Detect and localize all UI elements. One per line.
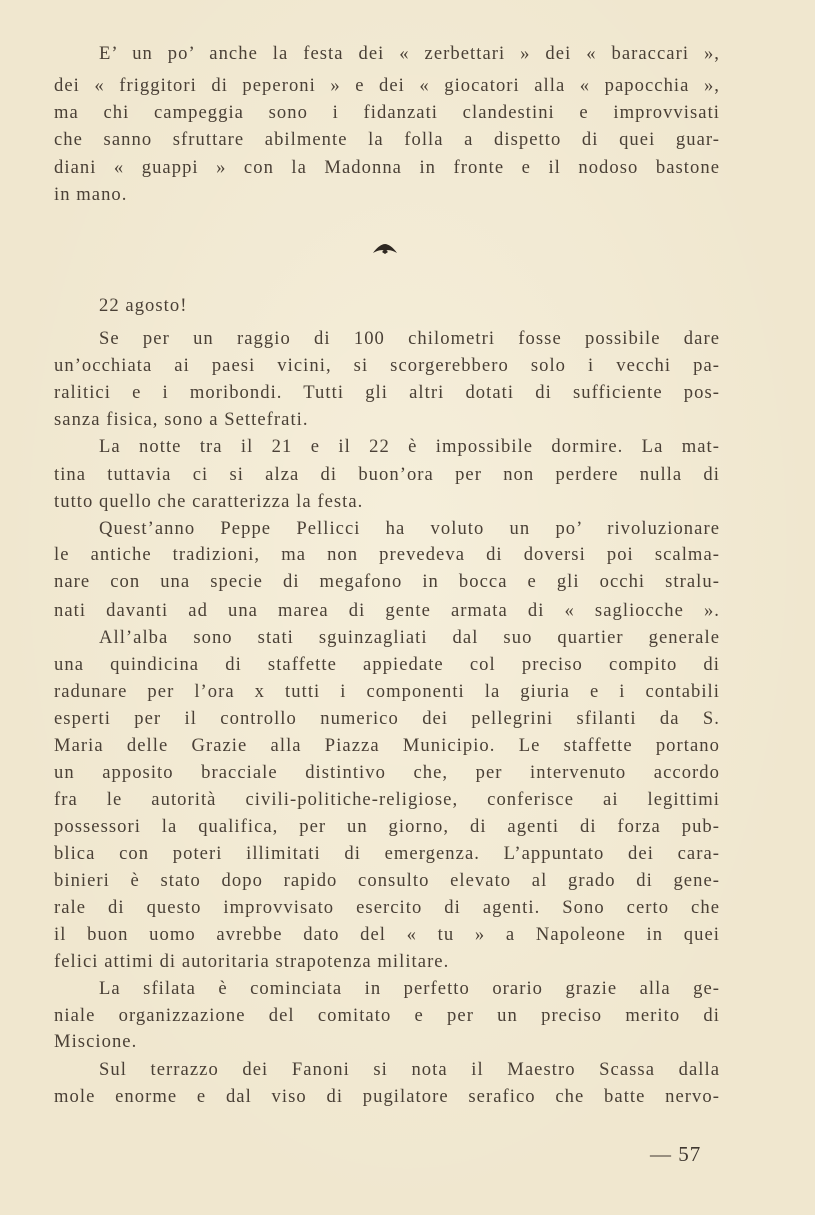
text-line: La notte tra il 21 e il 22 è impossibile dormire. La mat- bbox=[99, 436, 720, 457]
text-line: ralitici e i moribondi. Tutti gli altri dotati di sufficiente pos- bbox=[54, 382, 720, 403]
text-line: diani « guappi » con la Madonna in fronte e il nodoso bastone bbox=[54, 157, 720, 178]
text-line: in mano. bbox=[54, 184, 128, 205]
text-line: felici attimi di autoritaria strapotenza militare. bbox=[54, 951, 450, 972]
text-line: che sanno sfruttare abilmente la folla a dispetto di quei guar- bbox=[54, 129, 720, 150]
text-line: Miscione. bbox=[54, 1031, 138, 1052]
text-line: radunare per l’ora x tutti i componenti la giuria e i contabili bbox=[54, 681, 720, 702]
text-line: un’occhiata ai paesi vicini, si scorgerebbero solo i vecchi pa- bbox=[54, 355, 720, 376]
text-line: le antiche tradizioni, ma non prevedeva di doversi poi scalma- bbox=[54, 544, 720, 565]
text-line: E’ un po’ anche la festa dei « zerbettari » dei « baraccari », bbox=[99, 43, 720, 64]
text-line: una quindicina di staffette appiedate col preciso compito di bbox=[54, 654, 720, 675]
text-line: sanza fisica, sono a Settefrati. bbox=[54, 409, 309, 430]
text-line: binieri è stato dopo rapido consulto elevato al grado di gene- bbox=[54, 870, 720, 891]
text-line: rale di questo improvvisato esercito di agenti. Sono certo che bbox=[54, 897, 720, 918]
text-line: Sul terrazzo dei Fanoni si nota il Maestro Scassa dalla bbox=[99, 1059, 720, 1080]
text-line: tutto quello che caratterizza la festa. bbox=[54, 491, 364, 512]
page-number: — 57 bbox=[650, 1142, 702, 1166]
text-line: dei « friggitori di peperoni » e dei « giocatori alla « papocchia », bbox=[54, 75, 720, 96]
text-line: Se per un raggio di 100 chilometri fosse possibile dare bbox=[99, 328, 720, 349]
text-line: possessori la qualifica, per un giorno, di agenti di forza pub- bbox=[54, 816, 720, 837]
text-line: esperti per il controllo numerico dei pellegrini sfilanti da S. bbox=[54, 708, 720, 729]
text-line: mole enorme e dal viso di pugilatore serafico che batte nervo- bbox=[54, 1086, 720, 1107]
text-line: niale organizzazione del comitato e per un preciso merito di bbox=[54, 1005, 720, 1026]
text-line: La sfilata è cominciata in perfetto orario grazie alla ge- bbox=[99, 978, 720, 999]
fleuron-icon bbox=[372, 243, 398, 255]
text-line: fra le autorità civili-politiche-religiose, conferisce ai legittimi bbox=[54, 789, 720, 810]
text-line: ma chi campeggia sono i fidanzati clandestini e improvvisati bbox=[54, 102, 720, 123]
text-line: Quest’anno Peppe Pellicci ha voluto un po’ rivoluzionare bbox=[99, 518, 720, 539]
text-line: tina tuttavia ci si alza di buon’ora per non perdere nulla di bbox=[54, 464, 720, 485]
text-line: un apposito bracciale distintivo che, per intervenuto accordo bbox=[54, 762, 720, 783]
text-line: il buon uomo avrebbe dato del « tu » a Napoleone in quei bbox=[54, 924, 720, 945]
text-line: Maria delle Grazie alla Piazza Municipio. Le staffette portano bbox=[54, 735, 720, 756]
text-line: blica con poteri illimitati di emergenza. L’appuntato dei cara- bbox=[54, 843, 720, 864]
text-line: nare con una specie di megafono in bocca e gli occhi stralu- bbox=[54, 571, 720, 592]
text-line: nati davanti ad una marea di gente armata di « sagliocche ». bbox=[54, 600, 720, 621]
text-line: All’alba sono stati sguinzagliati dal suo quartier generale bbox=[99, 627, 720, 648]
date-heading: 22 agosto! bbox=[99, 295, 188, 316]
